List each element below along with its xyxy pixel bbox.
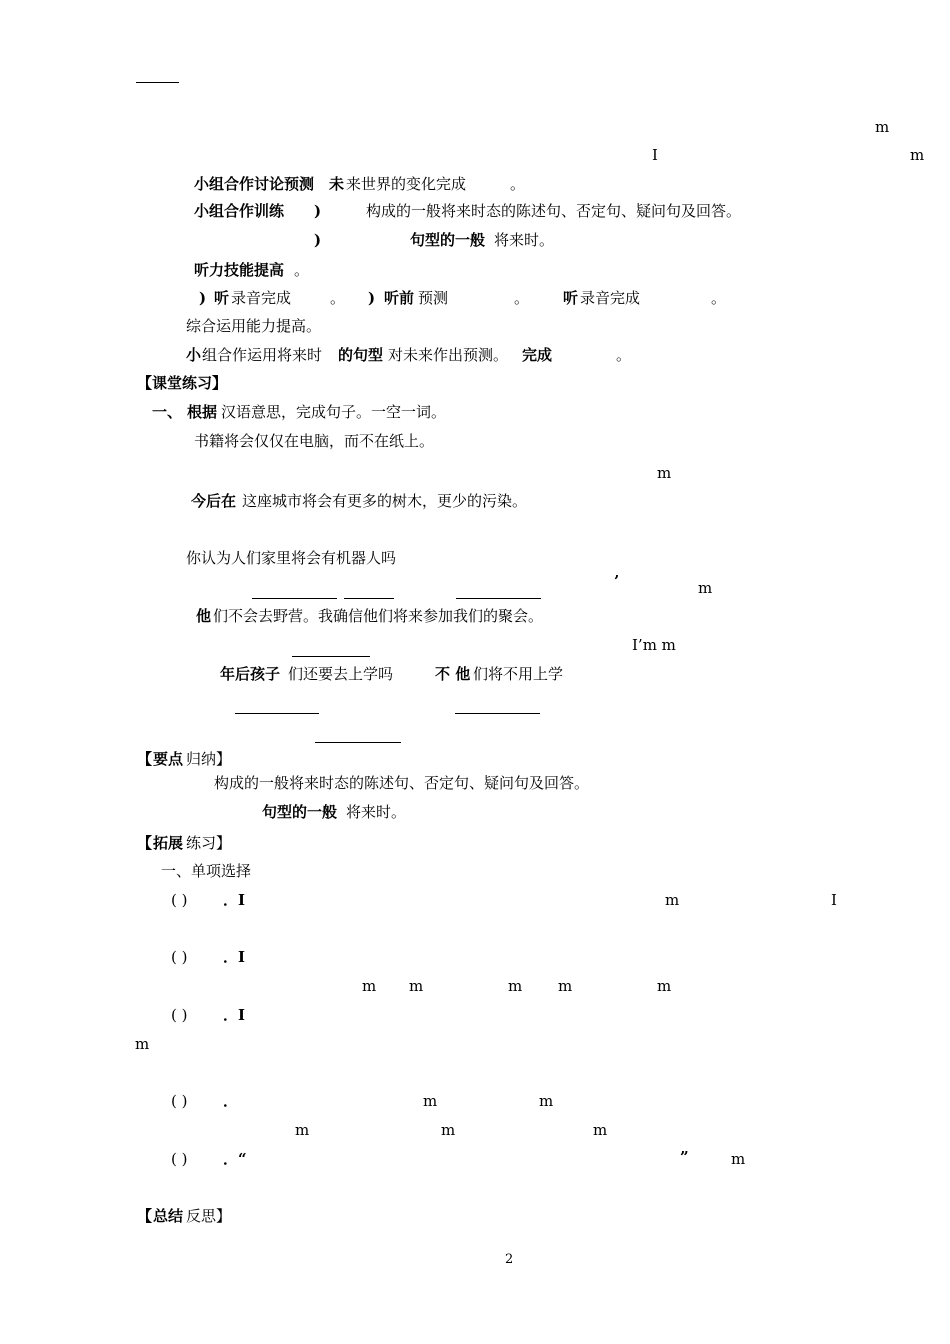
line-text: 听力技能提高 xyxy=(194,261,285,279)
line-text: 听前 xyxy=(384,289,415,307)
line-text: 。 xyxy=(294,261,310,279)
question-mark: m xyxy=(657,464,672,482)
choice-mark: m xyxy=(665,891,680,909)
line-text: 录音完成 xyxy=(580,289,641,307)
question-text: 们将不用上学 xyxy=(473,665,564,683)
section-heading: 反思】 xyxy=(186,1207,232,1225)
choice-paren[interactable]: ( ) xyxy=(171,1006,188,1024)
choice-stem: ．I xyxy=(223,1006,246,1024)
choice-stem: ．I xyxy=(223,891,246,909)
choice-mark: m xyxy=(508,977,523,995)
choice-mark: m xyxy=(593,1121,608,1139)
question-text: 书籍将会仅仅在电脑，而不在纸上。 xyxy=(194,432,435,450)
answer-blank[interactable] xyxy=(456,598,541,599)
section-heading: 要点 xyxy=(153,750,184,768)
choice-mark: m xyxy=(135,1035,150,1053)
line-text: 。 xyxy=(330,289,346,307)
answer-blank[interactable] xyxy=(252,598,337,599)
section-heading: 归纳】 xyxy=(186,750,232,768)
section-heading: 练习】 xyxy=(186,834,232,852)
line-text: 未 xyxy=(329,175,345,193)
line-text: ) xyxy=(368,289,376,307)
page-number: 2 xyxy=(505,1252,514,1267)
choice-mark: m xyxy=(657,977,672,995)
line-text: 综合运用能力提高。 xyxy=(186,317,322,335)
line-text: 。 xyxy=(510,175,526,193)
choice-mark: m xyxy=(362,977,377,995)
question-text: 不 他 xyxy=(435,665,471,683)
line-text: 来世界的变化完成 xyxy=(346,175,467,193)
choice-stem: ． xyxy=(223,1092,239,1110)
line-text: 。 xyxy=(514,289,530,307)
choice-mark: ” xyxy=(680,1148,689,1166)
choice-mark: m xyxy=(539,1092,554,1110)
section-heading: 【 xyxy=(137,750,153,768)
choice-mark: m xyxy=(409,977,424,995)
choice-mark: I xyxy=(831,891,837,909)
line-text: 听 xyxy=(563,289,579,307)
line-text: 小组合作训练 xyxy=(194,202,285,220)
line-text: 的句型 xyxy=(338,346,384,364)
header-mark: m xyxy=(875,118,890,136)
subheading: 一、 xyxy=(152,403,183,421)
line-text: 小组合作讨论预测 xyxy=(194,175,315,193)
line-text: ) xyxy=(199,289,207,307)
line-text: ) xyxy=(314,202,322,220)
line-text: 组合作运用将来时 xyxy=(202,346,323,364)
line-text: 完成 xyxy=(522,346,553,364)
answer-blank[interactable] xyxy=(292,656,370,657)
section-heading: 【 xyxy=(137,1207,153,1225)
section-heading: 【 xyxy=(137,834,153,852)
line-text: 将来时。 xyxy=(494,231,555,249)
line-text: 小 xyxy=(186,346,202,364)
question-text: 这座城市将会有更多的树木，更少的污染。 xyxy=(242,492,528,510)
header-rule xyxy=(136,82,179,83)
question-text: 年后孩子 xyxy=(220,665,281,683)
line-text: 对未来作出预测。 xyxy=(388,346,509,364)
choice-paren[interactable]: ( ) xyxy=(171,1150,188,1168)
header-mark: m xyxy=(910,146,925,164)
answer-blank[interactable] xyxy=(455,713,540,714)
summary-text: 将来时。 xyxy=(346,803,407,821)
line-text: 听 xyxy=(214,289,230,307)
question-mark: ’ xyxy=(614,572,620,590)
choice-mark: m xyxy=(558,977,573,995)
question-text: 们不会去野营。我确信他们将来参加我们的聚会。 xyxy=(213,607,544,625)
line-text: 。 xyxy=(711,289,727,307)
answer-blank[interactable] xyxy=(235,713,319,714)
summary-text: 构成的一般将来时态的陈述句、否定句、疑问句及回答。 xyxy=(214,774,590,792)
header-mark: I xyxy=(652,146,658,164)
line-text: 预测 xyxy=(418,289,449,307)
question-mark: m xyxy=(698,579,713,597)
section-heading: 拓展 xyxy=(153,834,184,852)
question-mark: I’m m xyxy=(632,636,676,654)
subheading: 汉语意思，完成句子。一空一词。 xyxy=(221,403,447,421)
line-text: 构成的一般将来时态的陈述句、否定句、疑问句及回答。 xyxy=(366,202,742,220)
choice-mark: m xyxy=(295,1121,310,1139)
question-text: 他 xyxy=(196,607,212,625)
question-text: 们还要去上学吗 xyxy=(288,665,394,683)
line-text: 。 xyxy=(616,346,632,364)
question-text: 今后在 xyxy=(191,492,237,510)
subheading: 一、单项选择 xyxy=(161,862,252,880)
line-text: 句型的一般 xyxy=(410,231,486,249)
choice-paren[interactable]: ( ) xyxy=(171,948,188,966)
choice-paren[interactable]: ( ) xyxy=(171,891,188,909)
summary-text: 句型的一般 xyxy=(262,803,338,821)
choice-paren[interactable]: ( ) xyxy=(171,1092,188,1110)
section-heading: 总结 xyxy=(153,1207,184,1225)
choice-stem: ．I xyxy=(223,948,246,966)
line-text: 录音完成 xyxy=(231,289,292,307)
choice-stem: ．“ xyxy=(223,1150,247,1168)
choice-mark: m xyxy=(731,1150,746,1168)
choice-mark: m xyxy=(441,1121,456,1139)
question-text: 你认为人们家里将会有机器人吗 xyxy=(186,549,397,567)
answer-blank[interactable] xyxy=(315,742,401,743)
subheading: 根据 xyxy=(187,403,218,421)
section-heading: 【课堂练习】 xyxy=(137,374,228,392)
answer-blank[interactable] xyxy=(344,598,394,599)
choice-mark: m xyxy=(423,1092,438,1110)
line-text: ) xyxy=(314,231,322,249)
